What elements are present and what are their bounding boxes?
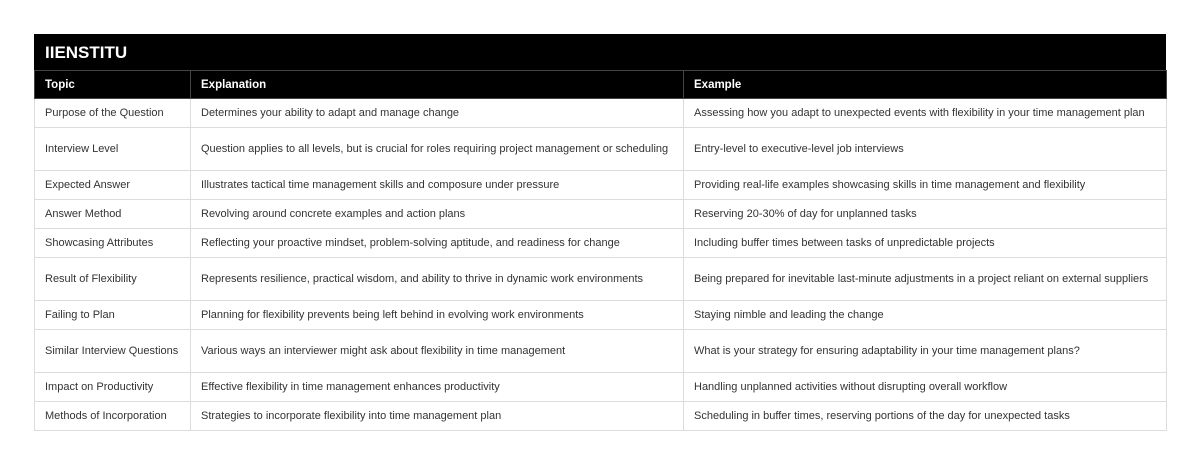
- example-cell: Assessing how you adapt to unexpected events with flexibility in your time management plan: [684, 99, 1167, 128]
- table-row: [35, 229, 1167, 258]
- explanation-cell: Revolving around concrete examples and action plans: [191, 200, 684, 229]
- explanation-cell: Illustrates tactical time management skills and composure under pressure: [191, 171, 684, 200]
- table-row: [35, 330, 1167, 373]
- header-explanation: Explanation: [191, 71, 684, 99]
- example-cell: Including buffer times between tasks of unpredictable projects: [684, 229, 1167, 258]
- table-row: [35, 128, 1167, 171]
- example-cell: Handling unplanned activities without disrupting overall workflow: [684, 373, 1167, 402]
- table-row: [35, 99, 1167, 128]
- table-row: [35, 373, 1167, 402]
- explanation-cell: Planning for flexibility prevents being left behind in evolving work environments: [191, 301, 684, 330]
- example-cell: Reserving 20-30% of day for unplanned tasks: [684, 200, 1167, 229]
- explanation-cell: Represents resilience, practical wisdom, and ability to thrive in dynamic work environments: [191, 258, 684, 301]
- table-row: [35, 258, 1167, 301]
- topic-cell: Impact on Productivity: [35, 373, 191, 402]
- explanation-cell: Determines your ability to adapt and manage change: [191, 99, 684, 128]
- table-row: [35, 301, 1167, 330]
- example-cell: Scheduling in buffer times, reserving portions of the day for unexpected tasks: [684, 402, 1167, 431]
- explanation-cell: Reflecting your proactive mindset, problem-solving aptitude, and readiness for change: [191, 229, 684, 258]
- example-cell: Entry-level to executive-level job interviews: [684, 128, 1167, 171]
- topic-cell: Methods of Incorporation: [35, 402, 191, 431]
- explanation-cell: Effective flexibility in time management enhances productivity: [191, 373, 684, 402]
- header-topic: Topic: [35, 71, 191, 99]
- header-example: Example: [684, 71, 1167, 99]
- example-cell: Staying nimble and leading the change: [684, 301, 1167, 330]
- table-row: [35, 402, 1167, 431]
- topic-cell: Failing to Plan: [35, 301, 191, 330]
- info-table: [34, 70, 1167, 431]
- header-row: [35, 71, 1167, 99]
- topic-cell: Answer Method: [35, 200, 191, 229]
- table-row: [35, 171, 1167, 200]
- brand-title: IIENSTITU: [34, 34, 1166, 70]
- topic-cell: Showcasing Attributes: [35, 229, 191, 258]
- topic-cell: Result of Flexibility: [35, 258, 191, 301]
- explanation-cell: Question applies to all levels, but is crucial for roles requiring project management or scheduling: [191, 128, 684, 171]
- example-cell: What is your strategy for ensuring adaptability in your time management plans?: [684, 330, 1167, 373]
- topic-cell: Interview Level: [35, 128, 191, 171]
- topic-cell: Purpose of the Question: [35, 99, 191, 128]
- table-row: [35, 200, 1167, 229]
- example-cell: Being prepared for inevitable last-minute adjustments in a project reliant on external suppliers: [684, 258, 1167, 301]
- explanation-cell: Various ways an interviewer might ask about flexibility in time management: [191, 330, 684, 373]
- example-cell: Providing real-life examples showcasing skills in time management and flexibility: [684, 171, 1167, 200]
- topic-cell: Expected Answer: [35, 171, 191, 200]
- explanation-cell: Strategies to incorporate flexibility into time management plan: [191, 402, 684, 431]
- table-container: [34, 34, 1166, 431]
- topic-cell: Similar Interview Questions: [35, 330, 191, 373]
